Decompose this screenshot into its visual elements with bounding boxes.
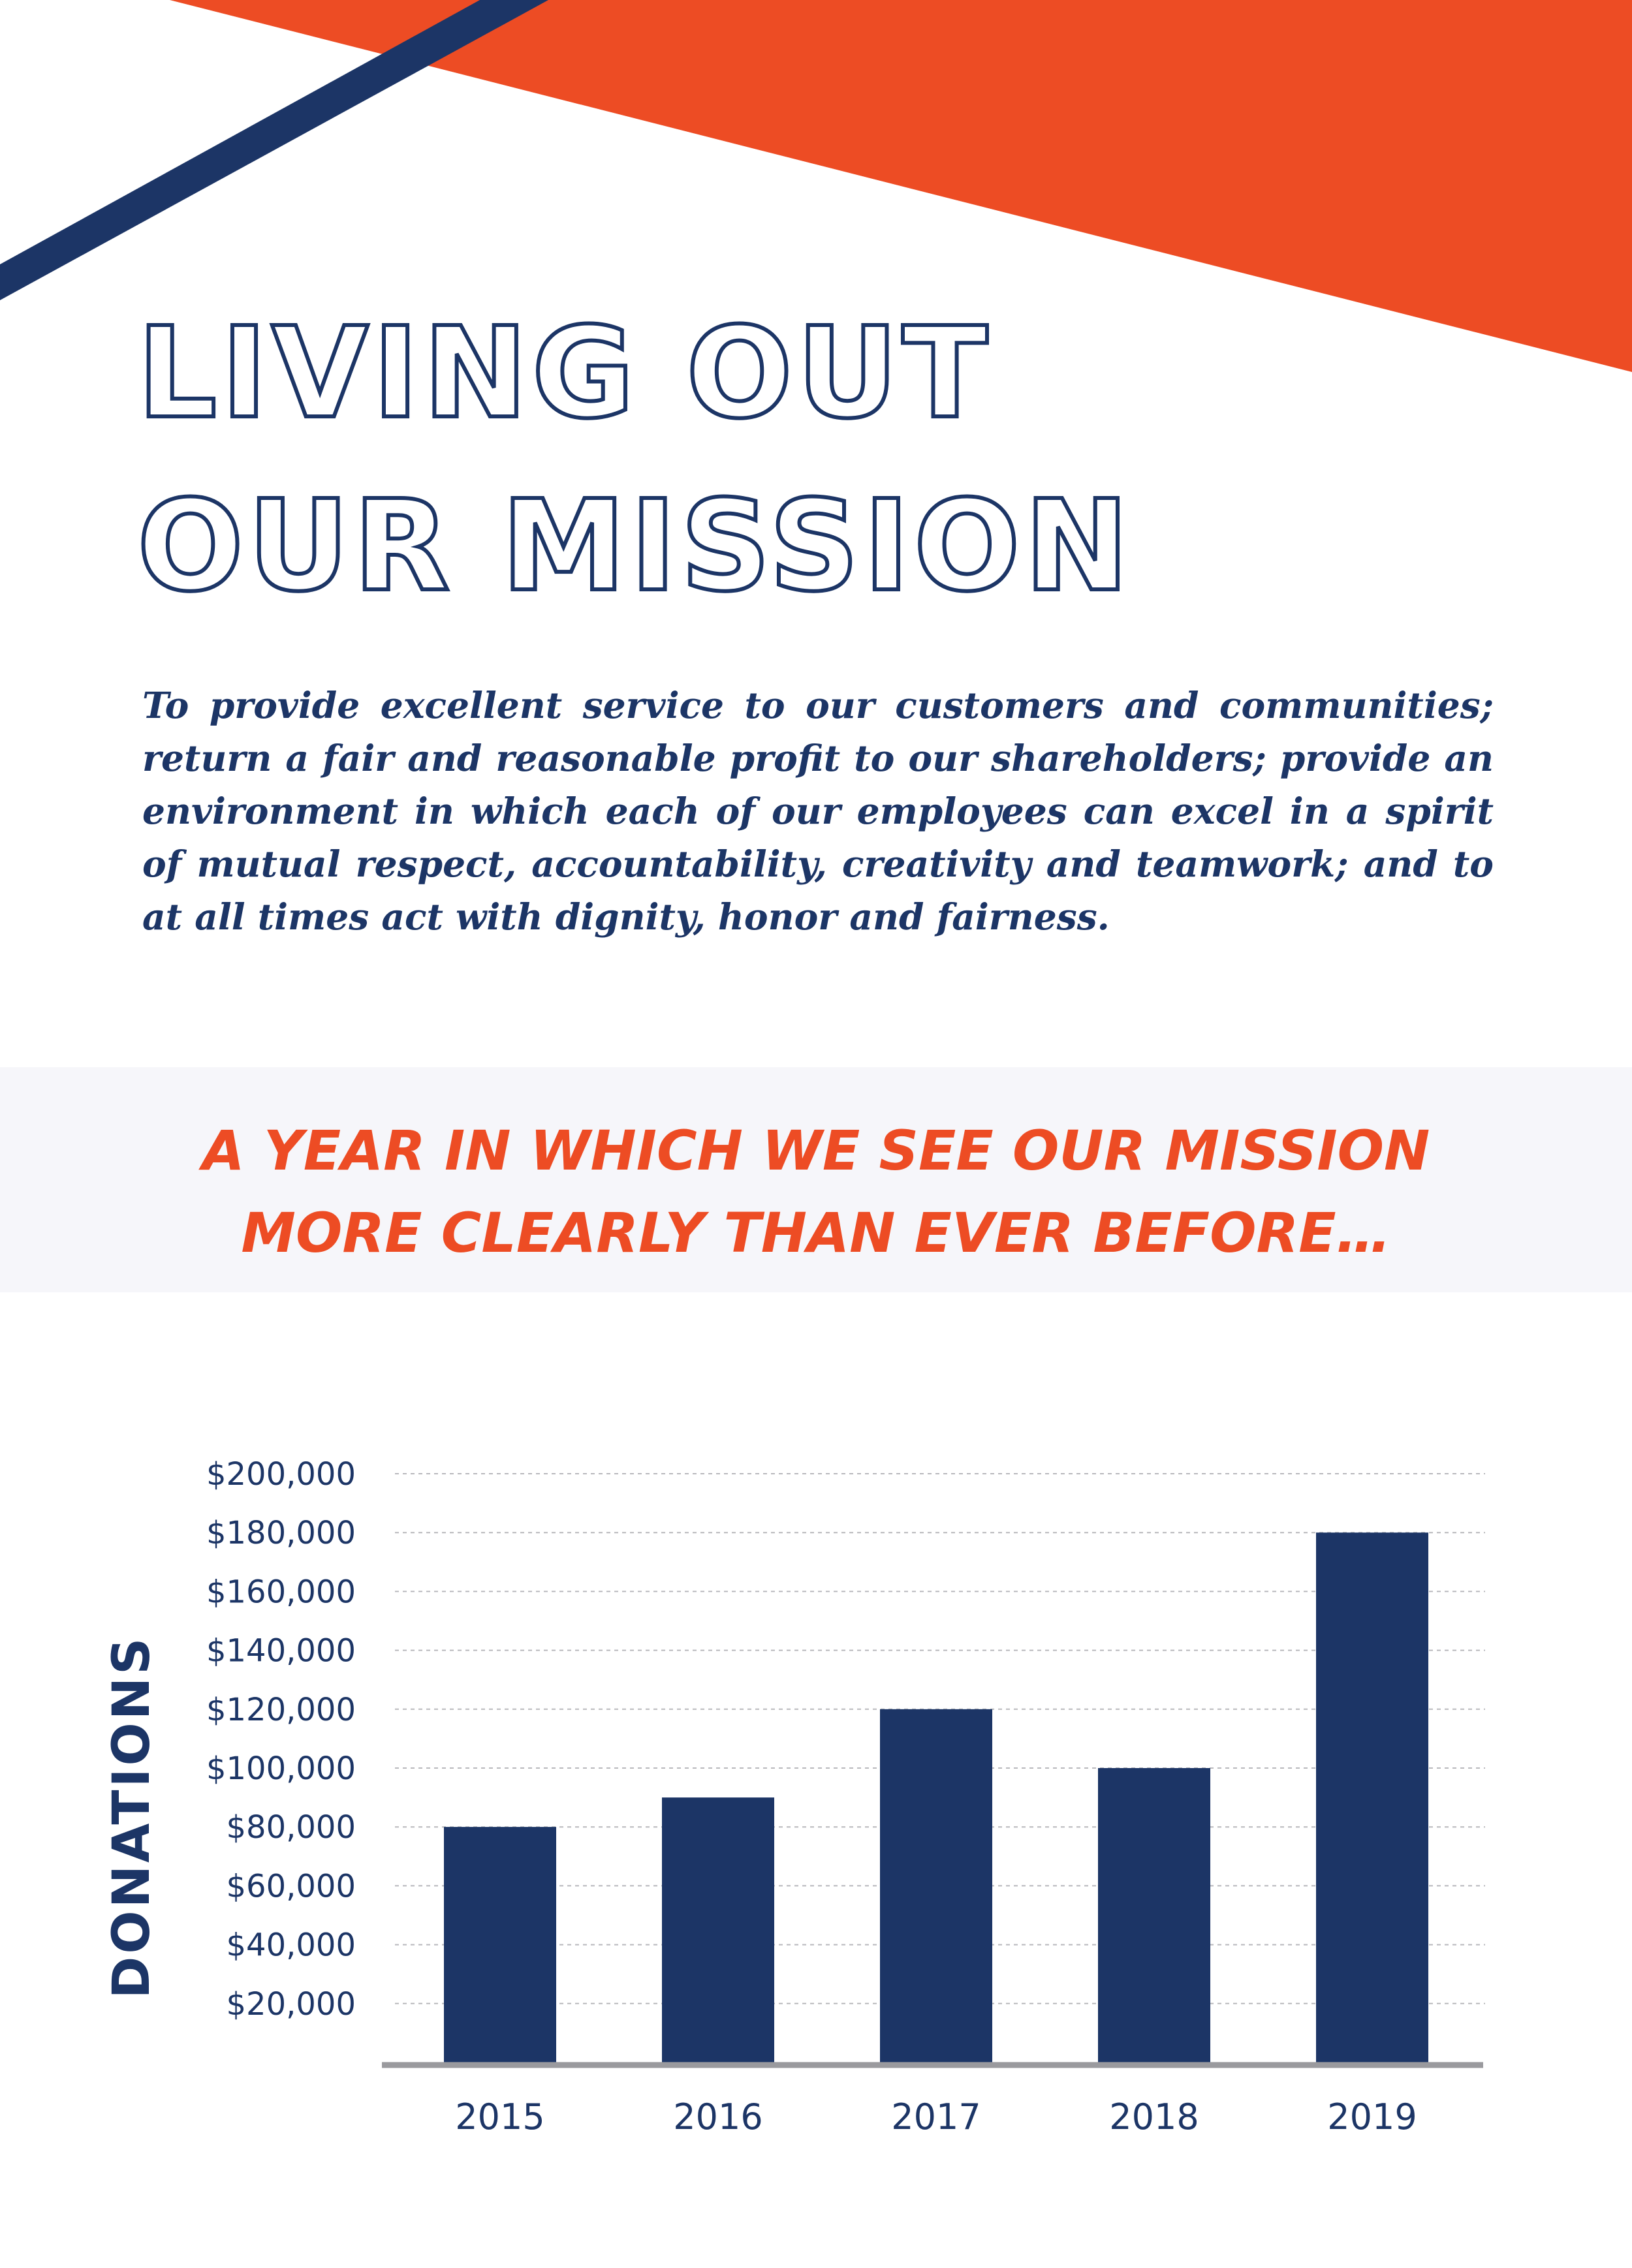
chart-bars — [444, 1532, 1428, 2062]
x-tick-label: 2016 — [673, 2096, 763, 2137]
y-tick-label: $160,000 — [206, 1574, 356, 1611]
x-tick-label: 2015 — [455, 2096, 545, 2137]
y-tick-label: $200,000 — [206, 1456, 356, 1493]
bar-2018 — [1098, 1768, 1210, 2062]
page-title-line-1: LIVING OUT — [137, 301, 992, 446]
navy-diagonal-stripe — [0, 0, 548, 300]
donations-bar-chart — [0, 1403, 1632, 2186]
chart-y-axis-label: DONATIONS — [102, 1635, 161, 1999]
y-tick-label: $40,000 — [226, 1927, 356, 1964]
mission-statement: To provide excellent service to our customers and communities; return a fair and reasonable profit to our shareholders; provide an environment in which each of our employees can excel in a spirit of mutual respect, accountability, creativity and teamwork; and to at all times act with dignity, honor and fairness. — [142, 684, 1494, 938]
y-tick-label: $180,000 — [206, 1515, 356, 1552]
page-title-line-2: OUR MISSION — [137, 474, 1133, 619]
x-tick-label: 2018 — [1109, 2096, 1199, 2137]
chart-y-tick-labels — [206, 1456, 356, 2023]
bar-2019 — [1316, 1532, 1428, 2062]
x-tick-label: 2017 — [891, 2096, 981, 2137]
x-tick-label: 2019 — [1327, 2096, 1417, 2137]
y-tick-label: $140,000 — [206, 1632, 356, 1670]
page-title — [137, 287, 1133, 633]
y-tick-label: $80,000 — [226, 1809, 356, 1846]
tagline-line-1: A YEAR IN WHICH WE SEE OUR MISSION — [202, 1119, 1430, 1183]
y-tick-label: $100,000 — [206, 1750, 356, 1787]
y-tick-label: $20,000 — [226, 1985, 356, 2023]
y-tick-label: $60,000 — [226, 1868, 356, 1905]
bar-2017 — [880, 1709, 992, 2062]
bar-2016 — [662, 1797, 774, 2062]
tagline — [0, 1110, 1632, 1274]
chart-x-tick-labels — [455, 2096, 1417, 2137]
bar-2015 — [444, 1827, 556, 2062]
tagline-line-2: MORE CLEARLY THAN EVER BEFORE… — [241, 1201, 1391, 1265]
y-tick-label: $120,000 — [206, 1691, 356, 1728]
